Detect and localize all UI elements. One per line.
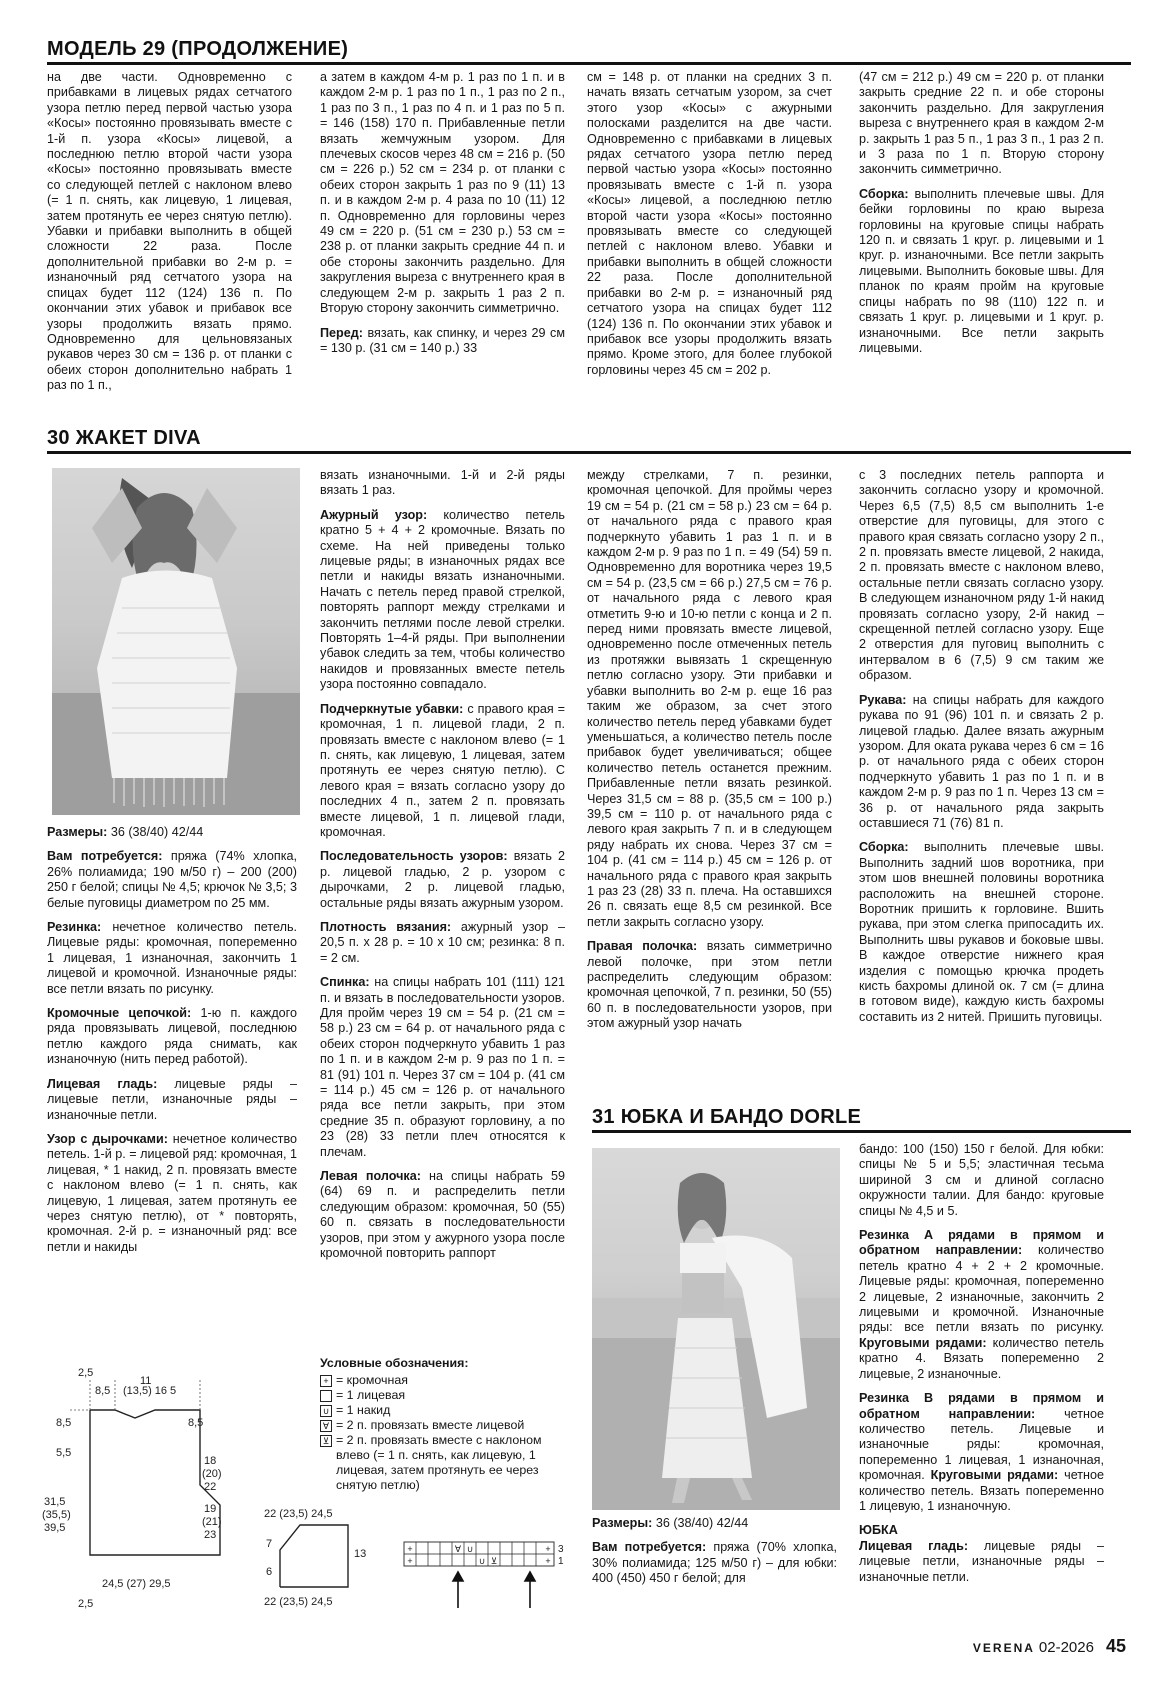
legend-text: = 2 п. провязать вместе лицевой xyxy=(336,1418,525,1432)
front-label: Перед: xyxy=(320,325,363,340)
dim-label: 8,5 xyxy=(188,1417,204,1429)
dim-label: 18 xyxy=(204,1455,217,1467)
section-31-rule xyxy=(592,1130,1131,1133)
section-29-front xyxy=(320,326,565,357)
materials-30-text: пряжа (74% хлопка, 26% полиамида; 190 м/50 г) – 200 (200) 250 г белой; спицы № 4,5; крючок № 3,5; 3 белые пуговицы диаметром по 25 мм. xyxy=(47,849,297,910)
materials-31-label: Вам потребуется: xyxy=(592,1540,707,1555)
dim-label: (21) xyxy=(202,1516,222,1528)
sleeve-dim: 6 xyxy=(266,1566,273,1578)
left-front-30-cont: между стрелками, 7 п. резинки, кромочная цепочкой. Для проймы через 19 см = 54 р. (21 см = 58 р.) 23 см = 64 р. от начального ряда с правого края подчеркнуто убавить 1 раз 1 п. и в каждом 2-м р. 9 раз по 1 п. = 49 (54) 59 п. Одновременно для воротника через 19,5 см = 54 р. (23,5 см = 66 р.) 27,5 см = 76 р. от начального ряда с левого края отметить 9-ю и 10-ю петли с конца и 2 п. перед ними провязать вместе лицевой, одновременно после отмеченных петель из протяжки вывязать 1 скрещенную петлю согласно узору. Эти прибавки и убавки выполнить во 2-м р. еще 16 раз таким же образом, за счет этого количество петель перед убавками будет уменьшаться, а количество петель после прибавок будет увеличиваться; общее количество петель останется прежним. Прибавленные петли вязать резинкой. Через 31,5 см = 88 р. (35,5 см = 100 р.) 39,5 см = 110 р. от начального ряда с левого края закрыть 7 п. и в следующем ряду набрать их снова. Через 37 см = 104 р. (41 см = 114 р.) 45 см = 126 р. от начального ряда с правого края закрыть 1 раз 23 (28) 33 п. плеча. На оставшихся 26 п. связать еще 8,5 см резинкой. Все петли закрыть согласно узору. xyxy=(587,468,832,929)
chain-edge-30 xyxy=(47,1006,297,1068)
right-front-30-cont: с 3 последних петель раппорта и закончить согласно узору и кромочной. Через 6,5 (7,5) 8,5 см выполнить 1-е отверстие для пуговицы, для этого с правого края связать согласно узору 2 п., 2 п. провязать вместе лицевой, 2 накида, 2 п. провязать вместе с наклоном влево, остальные петли связать согласно узору. В следующем изнаночном ряду 1-й накид провязать согласно узору, 2-й накид – скрещенной петлей согласно узору. Еще 2 отверстия для пуговиц выполнить с интервалом в 6 (7,5) 9 см таким же образом. xyxy=(859,468,1104,683)
dim-label: 19 xyxy=(204,1503,217,1515)
sizes-31 xyxy=(592,1516,837,1531)
section-31-col-3 xyxy=(592,1516,837,1626)
gauge-30-label: Плотность вязания: xyxy=(320,919,452,934)
section-30-col-4 xyxy=(859,468,1104,1088)
sequence-30-label: Последовательность узоров: xyxy=(320,849,508,864)
left-front-30 xyxy=(320,1169,565,1261)
dim-label: 5 xyxy=(170,1385,177,1397)
left-front-30-text: на спицы набрать 59 (64) 69 п. и распределить петли следующим образом: кромочная, 50 (55) 60 п. связать в последовательности узоров, при этом у ажурного узора после кромочной повторить раппорт xyxy=(320,1169,565,1261)
lace-30-label: Ажурный узор: xyxy=(320,507,428,522)
lace-chart xyxy=(402,1538,572,1618)
assembly-text: выполнить плечевые швы. Для бейки горловины по краю выреза горловины на круговые спицы набрать 120 п. и связать 1 круг. р. лицевыми и 1 круг. р. изнаночными. Все петли закрыть лицевыми. Выполнить боковые швы. Для планок по краям пройм на круговые спицы набрать по 98 (110) 122 п. и связать 1 круг. р. лицевыми и 1 круг. р. изнаночными. Все петли закрыть лицевыми. xyxy=(859,186,1104,355)
section-29-col-1 xyxy=(47,70,292,405)
section-29-text-4: (47 см = 212 р.) 49 см = 220 р. от планки закрыть средние 22 п. и обе стороны закончить раздельно. Для закругления выреза с внутреннего края в каждом 2-м р. закрыть 1 раз 5 п., 1 раз 3 п., 1 раз 2 п. и 3 раза по 1 п. Вторую сторону закончить симметрично. xyxy=(859,70,1104,177)
dim-label: 8,5 xyxy=(95,1385,111,1397)
sleeves-30-label: Рукава: xyxy=(859,692,907,707)
rib-b-round-label: Круговыми рядами: xyxy=(930,1468,1059,1483)
magazine-brand: VERENA xyxy=(972,1641,1035,1655)
knit-stitch-icon xyxy=(320,1390,332,1402)
rib-b-31-text: четное количество петель. Лицевые и изнаночные ряды: кромочная, попеременно 1 лицевая, 1 изнаночная, кромочная. xyxy=(859,1406,1104,1483)
assembly-30 xyxy=(859,840,1104,1025)
sleeve-schematic xyxy=(258,1505,398,1615)
dim-label: 23 xyxy=(204,1529,217,1541)
rib-b-31 xyxy=(859,1391,1104,1514)
legend-item xyxy=(320,1403,570,1418)
stockinette-30-text: лицевые ряды – лицевые петли, изнаночные ряды – изнаночные петли. xyxy=(47,1076,297,1122)
svg-text:+: + xyxy=(545,1556,551,1566)
dim-label: 31,5 xyxy=(44,1496,66,1508)
section-30-col-3 xyxy=(587,468,832,1088)
chart-row-label: 1 xyxy=(558,1556,564,1567)
page-footer xyxy=(973,1636,1126,1657)
front-text: вязать, как спинку, и через 29 см = 130 р. (31 см = 140 р.) 33 xyxy=(320,325,565,355)
gauge-30-text: ажурный узор – 20,5 п. х 28 р. = 10 х 10 см; резинка: 8 п. = 2 см. xyxy=(320,919,565,965)
legend-item xyxy=(320,1373,570,1388)
sequence-30 xyxy=(320,849,565,911)
legend-item xyxy=(320,1388,570,1403)
yarn-over-icon: ∪ xyxy=(320,1405,332,1417)
sleeves-30 xyxy=(859,693,1104,832)
section-29-col-2 xyxy=(320,70,565,405)
dim-label: 8,5 xyxy=(56,1417,72,1429)
rib-b-31-label: Резинка В рядами в прямом и обратном направлении: xyxy=(859,1391,1104,1421)
lace-30-text: количество петель кратно 5 + 4 + 2 кромочные. Вязать по схеме. На ней приведены только лицевые ряды; в изнаночных рядах все петли и накиды вязать изнаночными. Начать с петель перед правой стрелкой, повторять раппорт между стрелками и закончить петлями после левой стрелки. Повторять 1–4-й ряды. При выполнении убавок следить за тем, чтобы количество накидов и провязанных вместе петель узора постоянно совпадало. xyxy=(320,507,565,692)
sleeve-dim: 7 xyxy=(266,1538,273,1550)
section-29-rule xyxy=(47,62,1131,65)
sizes-31-label: Размеры: xyxy=(592,1516,653,1530)
svg-text:∪: ∪ xyxy=(466,1544,474,1554)
back-30 xyxy=(320,975,565,1160)
section-30-rule xyxy=(47,451,1131,454)
chain-edge-30-label: Кромочные цепочкой: xyxy=(47,1006,192,1021)
skirt-stockinette xyxy=(859,1539,1104,1585)
sizes-30 xyxy=(47,825,297,840)
decrease-30-label: Подчеркнутые убавки: xyxy=(320,701,464,716)
legend-title: Условные обозначения: xyxy=(320,1356,469,1370)
stockinette-30-label: Лицевая гладь: xyxy=(47,1076,158,1091)
dim-label: (20) xyxy=(202,1468,222,1480)
materials-30-label: Вам потребуется: xyxy=(47,849,163,864)
legend-item xyxy=(320,1418,570,1433)
section-29-assembly xyxy=(859,187,1104,356)
ssk-icon: ⊻ xyxy=(320,1435,332,1447)
sizes-31-value: 36 (38/40) 42/44 xyxy=(655,1516,749,1530)
svg-text:+: + xyxy=(545,1544,551,1554)
issue-number: 02-2026 xyxy=(1038,1639,1094,1656)
eyelet-30-label: Узор с дырочками: xyxy=(47,1131,168,1146)
rib-a-round-text: количество петель кратно 4. Вязать попеременно 2 лицевые, 2 изнаночные. xyxy=(859,1335,1104,1381)
section-30-col-2 xyxy=(320,468,565,1308)
k2tog-icon: ∀ xyxy=(320,1420,332,1432)
dim-label: 24,5 (27) 29,5 xyxy=(102,1578,171,1590)
symbol-legend xyxy=(320,1356,570,1493)
materials-30 xyxy=(47,849,297,911)
model-31-photo xyxy=(592,1148,840,1510)
model-31-figure xyxy=(592,1148,840,1510)
materials-31-text: пряжа (70% хлопка, 30% полиамида; 125 м/50 г) – для юбки: 400 (450) 450 г белой; для xyxy=(592,1540,837,1586)
svg-text:∪: ∪ xyxy=(478,1556,486,1566)
rib-b-round-text: четное количество петель. Вязать попеременно 1 лицевую, 1 изнаночную. xyxy=(859,1468,1104,1513)
legend-text: = 1 накид xyxy=(336,1403,391,1417)
model-30-photo xyxy=(52,468,300,815)
page-number: 45 xyxy=(1105,1636,1126,1656)
section-29-col-4 xyxy=(859,70,1104,405)
section-31-title: 31 ЮБКА И БАНДО DORLE xyxy=(592,1106,862,1128)
materials-31-cont: бандо: 100 (150) 150 г белой. Для юбки: спицы № 5 и 5,5; эластичная тесьма шириной 3 см и длиной согласно окружности талии. Для бандо: круговые спицы № 4,5 и 5. xyxy=(859,1142,1104,1218)
right-front-30 xyxy=(587,939,832,1031)
chain-edge-30-text: 1-ю п. каждого ряда провязывать лицевой, последнюю петлю каждого ряда снимать, как изнаночную (нить перед работой). xyxy=(47,1006,297,1067)
skirt-stockinette-label: Лицевая гладь: xyxy=(859,1538,969,1553)
rib-a-31 xyxy=(859,1228,1104,1382)
arrow-head-icon xyxy=(525,1572,535,1581)
sizes-30-label: Размеры: xyxy=(47,825,108,839)
arrow-head-icon xyxy=(453,1572,463,1581)
assembly-30-text: выполнить плечевые швы. Выполнить задний шов воротника, при этом шов внешней половины воротника расположить на внешней стороне. Воротник пришить к горловине. Вшить рукава, при этом слегка припосадить их. Выполнить швы рукавов и боковые швы. В каждое отверстие нижнего края изделия с помощью крючка продеть кисть бахромы длиной ок. 7 см (= длина в готовом виде), каждую кисть бахромы составить из 2 нитей. Пришить пуговицы. xyxy=(859,840,1104,1024)
svg-text:∀: ∀ xyxy=(454,1544,462,1554)
assembly-label: Сборка: xyxy=(859,186,909,201)
legend-text: = 2 п. провязать вместе с наклоном влево (= 1 п. снять, как лицевую, 1 лицевая, затем протянуть ее через снятую петлю) xyxy=(336,1433,542,1492)
skirt-heading: ЮБКА xyxy=(859,1523,898,1538)
sequence-30-text: вязать 2 р. лицевой гладью, 2 р. узором с дырочками, 2 р. лицевой гладью, остальные ряды вязать ажурным узором. xyxy=(320,849,565,910)
svg-text:⊻: ⊻ xyxy=(490,1556,498,1566)
dim-label: 2,5 xyxy=(78,1367,94,1379)
dim-label: (13,5) 16 xyxy=(123,1385,168,1397)
back-30-text: на спицы набрать 101 (111) 121 п. и вязать в последовательности узоров. Для пройм через 19 см = 54 р. (21 см = 58 р.) 23 см = 64 р. от начального ряда с обеих сторон подчеркнуто убавить 1 раз по 1 п. и в каждом 2-м р. 9 раз по 1 п. = 81 (91) 101 п. Через 37 см = 104 р. (41 см = 114 р.) 45 см = 126 р. от начального ряда все петли закрыть, при этом средние 35 п. образуют горловину, а по 23 (28) 33 петли плеч относятся к плечам. xyxy=(320,975,565,1159)
dim-label: 11 xyxy=(140,1375,152,1387)
skirt-stockinette-text: лицевые ряды – лицевые петли, изнаночные ряды – изнаночные петли. xyxy=(859,1538,1104,1584)
sleeves-30-text: на спицы набрать для каждого рукава по 91 (96) 101 п. и связать 2 р. лицевой гладью. Далее вязать ажурным узором. Для оката рукава через 6 см = 16 р. от начального ряда с обеих сторон подчеркнуто убавить 1 раз по 1 п. и в каждом 2-м р. 9 раз по 1 п. Через 13 см = 36 р. от начального ряда закрыть оставшиеся 71 (76) 81 п. xyxy=(859,692,1104,830)
back-outline xyxy=(90,1410,220,1555)
dim-label: 5,5 xyxy=(56,1447,72,1459)
materials-31 xyxy=(592,1540,837,1586)
sleeve-dim: 22 (23,5) 24,5 xyxy=(264,1596,333,1608)
rib-30 xyxy=(47,920,297,997)
rib-a-31-label: Резинка А рядами в прямом и обратном направлении: xyxy=(859,1228,1104,1258)
chart-row-label: 3 xyxy=(558,1544,564,1555)
dim-label: 22 xyxy=(204,1481,217,1493)
sleeve-dim: 22 (23,5) 24,5 xyxy=(264,1508,333,1520)
dim-label: 2,5 xyxy=(78,1598,94,1610)
dim-label: (35,5) xyxy=(42,1509,71,1521)
left-front-30-label: Левая полочка: xyxy=(320,1169,421,1184)
section-29-text-2: а затем в каждом 4-м р. 1 раз по 1 п. и в каждом 2-м р. 1 раз по 1 п., 1 раз по 2 п., 1 раз по 3 п., 1 раз по 4 п. и 1 раз по 5 п. = 146 (158) 170 п. Прибавленные петли вязать жемчужным узором. Для плечевых скосов через 48 см = 216 р. (50 см = 226 р.) 52 см = 234 р. от планки с обеих сторон закрыть 1 раз по 9 (11) 13 п. и в каждом 2-м р. 4 раза по 10 (11) 12 п. Одновременно для горловины через 49 см = 220 р. (51 см = 230 р.) 53 см = 238 р. от планки закрыть средние 44 п. и обе стороны закончить раздельно. Для закругления выреза с внутреннего края в следующем 2-м р. закрыть 1 раз 2 п. Вторую сторону закончить симметрично. xyxy=(320,70,565,316)
sizes-30-value: 36 (38/40) 42/44 xyxy=(110,825,204,839)
body-schematic xyxy=(40,1360,250,1650)
rib-30-label: Резинка: xyxy=(47,920,102,935)
gauge-30 xyxy=(320,920,565,966)
section-29-text-1: на две части. Одновременно с прибавками в лицевых рядах сетчатого узора петлю перед первой частью узора «Косы» постоянно провязывать вместе с 1-й п. узора «Косы» лицевой, а последнюю петлю второй части узора «Косы» постоянно провязывать вместе со следующей петлей с наклоном влево (= 1 п. снять, как лицевую, 1 лицевая, затем протянуть ее через снятую петлю). Убавки и прибавки выполнить в общей сложности 22 раза. После дополнительной прибавки во 2-м р. = изнаночный ряд сетчатого узора на спицах будет 112 (124) 136 п. По окончании этих убавок и прибавок все узоры продолжить вязать прямо. Одновременно для цельновязаных рукавов через 30 см = 136 р. от планки с обеих сторон дополнительно набрать 1 раз по 1 п., xyxy=(47,70,292,393)
svg-text:+: + xyxy=(407,1556,413,1566)
skirt-31 xyxy=(859,1523,1104,1538)
legend-item xyxy=(320,1433,570,1493)
section-29-col-3 xyxy=(587,70,832,405)
eyelet-30-cont: вязать изнаночными. 1-й и 2-й ряды вязать 1 раз. xyxy=(320,468,565,498)
decrease-30-text: с правого края = кромочная, 1 п. лицевой глади, 2 п. провязать вместе с наклоном влево (= 1 п. снять, как лицевую, 1 лицевая, затем протянуть ее через снятую петлю). С левого края = вязать согласно узору до последних 4 п., затем 2 п. провязать вместе лицевой, 1 п. лицевой глади, кромочная. xyxy=(320,701,565,839)
rib-a-31-text: количество петель кратно 4 + 2 + 2 кромочные. Лицевые ряды: кромочная, попеременно 2 лицевые, 2 изнаночные, закончить 2 лицевыми и кромочной. Изнаночные ряды: все петли вязать по рисунку. xyxy=(859,1243,1104,1335)
eyelet-30 xyxy=(47,1132,297,1255)
section-29-text-3: см = 148 р. от планки на средних 3 п. начать вязать сетчатым узором, за счет этого узор «Косы» с ажурными полосками разделится на две части. Одновременно с прибавками в лицевых рядах сетчатого узора петлю перед первой частью узора «Косы» постоянно провязывать вместе с 1-й п. узора «Косы» лицевой, а последнюю петлю второй части узора «Косы» постоянно провязывать вместе со следующей петлей с наклоном влево. Убавки и прибавки выполнить в общей сложности 22 раза. После дополнительной прибавки во 2-м р. = изнаночный ряд сетчатого узора на спицах будет 112 (124) 136 п. По окончании этих убавок и прибавок все узоры продолжить вязать прямо. Кроме этого, для более глубокой горловины через 45 см = 202 р. xyxy=(587,70,832,377)
lace-30 xyxy=(320,508,565,693)
section-30-title: 30 ЖАКЕТ DIVA xyxy=(47,427,201,449)
svg-text:+: + xyxy=(407,1544,413,1554)
eyelet-30-text: нечетное количество петель. 1-й р. = лицевой ряд: кромочная, 1 лицевая, * 1 накид, 2 п. провязать вместе с наклоном влево (= 1 п. снять, как лицевую, 1 лицевая, затем протянуть ее через снятую петлю), от * повторять, кромочная. 2-й р. = изнаночный ряд: все петли и накиды xyxy=(47,1131,297,1254)
legend-text: = кромочная xyxy=(336,1373,408,1387)
rib-30-text: нечетное количество петель. Лицевые ряды: кромочная, попеременно 1 лицевая, 1 изнаночная, закончить 1 лицевой и кромочной. Изнаночные ряды: все петли вязать по рисунку. xyxy=(47,920,297,996)
assembly-30-label: Сборка: xyxy=(859,840,909,855)
right-front-30-text: вязать симметрично левой полочке, при этом петли распределить следующим образом: кромочная цепочкой, 7 п. резинки, 50 (55) 60 п. в последовательности узоров, при этом ажурный узор начать xyxy=(587,939,832,1031)
section-31-col-4 xyxy=(859,1142,1104,1632)
rib-a-round-label: Круговыми рядами: xyxy=(859,1335,987,1350)
section-29-title: МОДЕЛЬ 29 (ПРОДОЛЖЕНИЕ) xyxy=(47,38,349,60)
right-front-30-label: Правая полочка: xyxy=(587,939,698,954)
dim-label: 39,5 xyxy=(44,1522,66,1534)
edge-stitch-icon: + xyxy=(320,1375,332,1387)
model-30-figure xyxy=(52,468,300,815)
sleeve-dim: 13 xyxy=(354,1548,367,1560)
sleeve-outline xyxy=(280,1525,348,1587)
legend-text: = 1 лицевая xyxy=(336,1388,406,1402)
stockinette-30 xyxy=(47,1077,297,1123)
section-30-col-1 xyxy=(47,825,297,1315)
decrease-30 xyxy=(320,702,565,841)
back-30-label: Спинка: xyxy=(320,975,370,990)
